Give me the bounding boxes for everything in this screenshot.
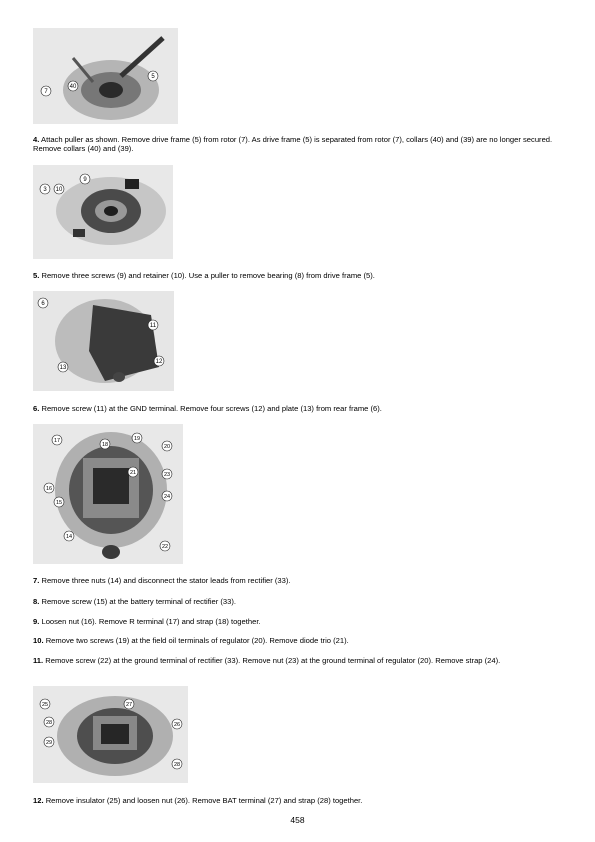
callout-label: 23 — [163, 472, 171, 478]
step-text: Loosen nut (16). Remove R terminal (17) and strap (18) together. — [41, 617, 261, 626]
step-number: 10. — [33, 636, 44, 645]
callout-label: 5 — [151, 74, 155, 80]
step-number: 4. — [33, 135, 40, 144]
step-5 — [33, 271, 563, 280]
drive-frame-photo — [33, 165, 173, 259]
callout-label: 10 — [55, 187, 63, 193]
callout-label: 14 — [65, 534, 73, 540]
callout-label: 40 — [69, 84, 77, 90]
step-6 — [33, 404, 563, 413]
callout-label: 17 — [53, 438, 61, 444]
callout-label: 26 — [173, 722, 181, 728]
figure-rear-frame-plate — [33, 291, 174, 391]
step-number: 7. — [33, 576, 40, 585]
step-text: Remove insulator (25) and loosen nut (26). Remove BAT terminal (27) and strap (28) together. — [45, 796, 363, 805]
callout-label: 18 — [101, 442, 109, 448]
callout-label: 28 — [173, 762, 181, 768]
callout-label: 7 — [44, 89, 48, 95]
page-number: 458 — [290, 815, 305, 825]
figure-drive-frame-retainer — [33, 165, 173, 259]
step-text: Remove screw (22) at the ground terminal of rectifier (33). Remove nut (23) at the ground terminal of regulator (20). Remove strap (24). — [45, 656, 501, 665]
step-number: 8. — [33, 597, 40, 606]
callout-label: 19 — [133, 436, 141, 442]
step-number: 5. — [33, 271, 40, 280]
callout-label: 13 — [59, 365, 67, 371]
callout-label: 29 — [45, 740, 53, 746]
step-number: 6. — [33, 404, 40, 413]
callout-label: 20 — [163, 444, 171, 450]
figure-puller-drive-frame — [33, 28, 178, 124]
callout-label: 15 — [55, 500, 63, 506]
callout-label: 9 — [83, 177, 87, 183]
step-number: 11. — [33, 656, 44, 665]
step-12 — [33, 796, 563, 805]
step-11 — [33, 656, 563, 665]
figure-bat-terminal — [33, 686, 188, 783]
callout-label: 6 — [41, 301, 45, 307]
callout-label: 16 — [45, 486, 53, 492]
bat-terminal-photo — [33, 686, 188, 783]
step-text: Attach puller as shown. Remove drive frame (5) from rotor (7). As drive frame (5) is separated from rotor (7), collars (40) and (39) are no longer secured. Remove collars (40) and (39). — [33, 135, 553, 154]
alternator-photo — [33, 28, 178, 124]
step-number: 12. — [33, 796, 44, 805]
callout-label: 22 — [161, 544, 169, 550]
callout-label: 11 — [149, 323, 157, 329]
step-text: Remove three nuts (14) and disconnect the stator leads from rectifier (33). — [41, 576, 291, 585]
step-4 — [33, 135, 563, 154]
callout-label: 3 — [43, 187, 47, 193]
step-text: Remove screw (11) at the GND terminal. Remove four screws (12) and plate (13) from rear frame (6). — [41, 404, 382, 413]
callout-label: 25 — [41, 702, 49, 708]
step-text: Remove two screws (19) at the field oil terminals of regulator (20). Remove diode trio (21). — [45, 636, 349, 645]
step-text: Remove three screws (9) and retainer (10). Use a puller to remove bearing (8) from drive frame (5). — [41, 271, 375, 280]
step-8 — [33, 597, 563, 606]
rear-frame-photo — [33, 291, 174, 391]
step-9 — [33, 617, 563, 626]
step-10 — [33, 636, 563, 645]
step-text: Remove screw (15) at the battery terminal of rectifier (33). — [41, 597, 237, 606]
step-7 — [33, 576, 563, 585]
callout-label: 28 — [45, 720, 53, 726]
callout-label: 24 — [163, 494, 171, 500]
figure-rectifier-regulator — [33, 424, 183, 564]
callout-label: 21 — [129, 470, 137, 476]
rectifier-photo — [33, 424, 183, 564]
callout-label: 27 — [125, 702, 133, 708]
callout-label: 12 — [155, 359, 163, 365]
step-number: 9. — [33, 617, 40, 626]
